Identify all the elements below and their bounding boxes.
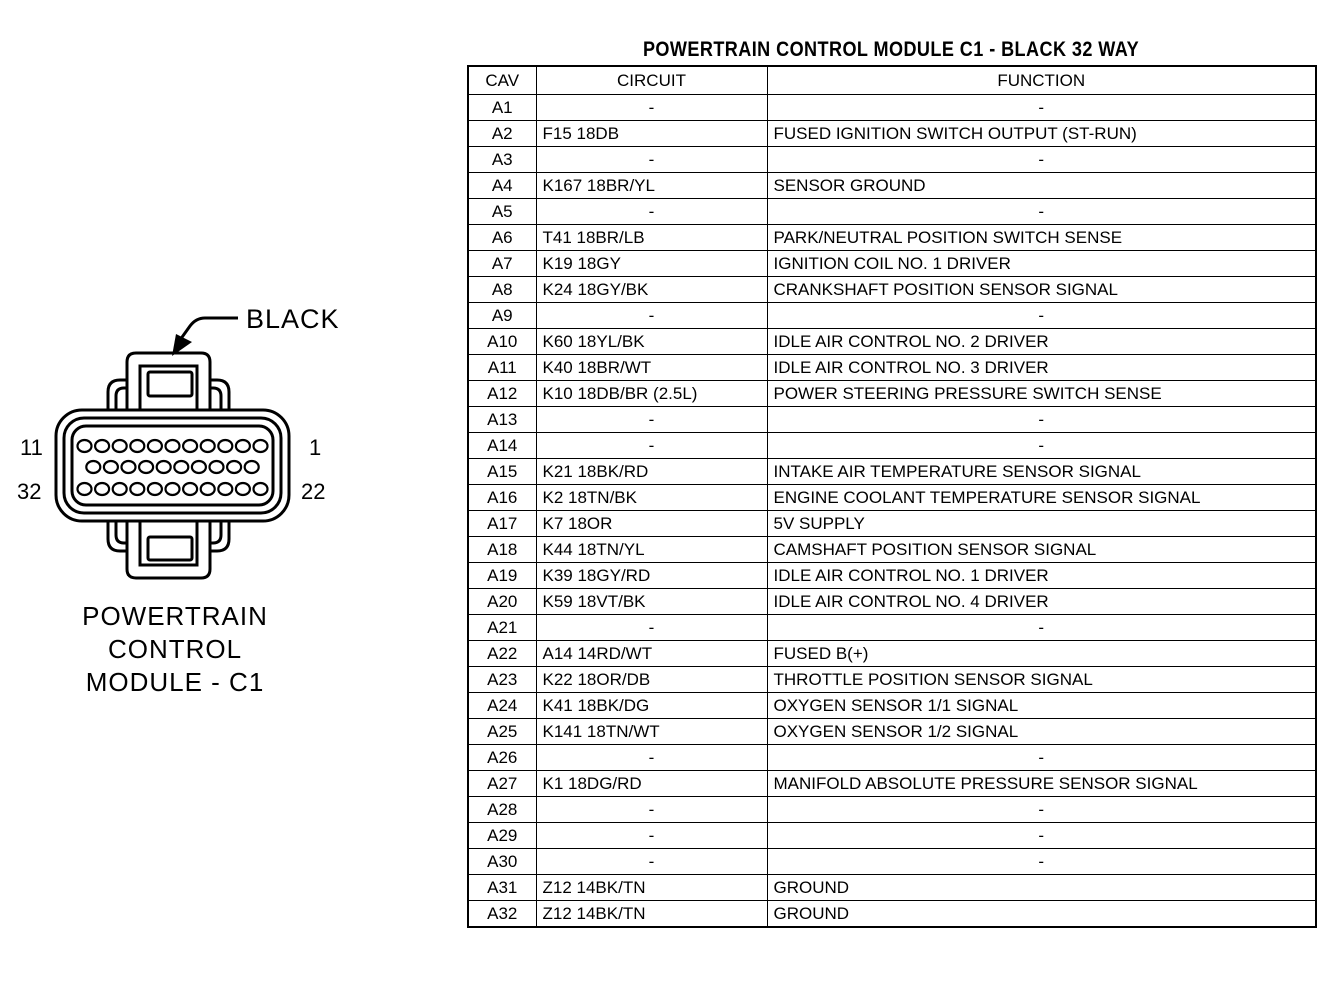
- cell-function: FUSED B(+): [767, 640, 1316, 666]
- table-row: [468, 250, 1316, 276]
- caption-line-3: MODULE - C1: [85, 667, 265, 697]
- cell-function: FUSED IGNITION SWITCH OUTPUT (ST-RUN): [767, 120, 1316, 146]
- cell-function: -: [767, 94, 1316, 120]
- cell-circuit: K44 18TN/YL: [536, 536, 767, 562]
- cell-cav: A8: [468, 276, 536, 302]
- table-row: [468, 900, 1316, 927]
- cell-cav: A12: [468, 380, 536, 406]
- cell-circuit: K59 18VT/BK: [536, 588, 767, 614]
- caption-line-2: CONTROL: [107, 634, 243, 664]
- cell-function: IDLE AIR CONTROL NO. 4 DRIVER: [767, 588, 1316, 614]
- cell-function: -: [767, 848, 1316, 874]
- table-row: [468, 406, 1316, 432]
- cell-circuit: K22 18OR/DB: [536, 666, 767, 692]
- cell-circuit: K19 18GY: [536, 250, 767, 276]
- cell-cav: A13: [468, 406, 536, 432]
- top-latch: [108, 353, 229, 410]
- pin-label-bottom-right: 22: [301, 479, 326, 504]
- cell-cav: A17: [468, 510, 536, 536]
- table-row: [468, 588, 1316, 614]
- table-row: [468, 666, 1316, 692]
- table-row: [468, 172, 1316, 198]
- caption-line-1: POWERTRAIN: [82, 601, 268, 631]
- pin-label-top-right: 1: [309, 435, 322, 460]
- cell-cav: A23: [468, 666, 536, 692]
- table-row: [468, 146, 1316, 172]
- cell-cav: A10: [468, 328, 536, 354]
- cell-function: -: [767, 406, 1316, 432]
- cell-cav: A21: [468, 614, 536, 640]
- cell-cav: A26: [468, 744, 536, 770]
- table-body: [468, 94, 1316, 927]
- table-row: [468, 796, 1316, 822]
- cell-function: IDLE AIR CONTROL NO. 3 DRIVER: [767, 354, 1316, 380]
- cell-function: OXYGEN SENSOR 1/2 SIGNAL: [767, 718, 1316, 744]
- table-row: [468, 120, 1316, 146]
- header-circuit: CIRCUIT: [536, 66, 767, 94]
- cell-circuit: K24 18GY/BK: [536, 276, 767, 302]
- cell-function: SENSOR GROUND: [767, 172, 1316, 198]
- table-row: [468, 198, 1316, 224]
- cell-circuit: K39 18GY/RD: [536, 562, 767, 588]
- cell-function: GROUND: [767, 874, 1316, 900]
- cell-cav: A32: [468, 900, 536, 927]
- cell-circuit: T41 18BR/LB: [536, 224, 767, 250]
- connector-diagram: [0, 0, 470, 1008]
- cell-function: -: [767, 822, 1316, 848]
- cell-function: CAMSHAFT POSITION SENSOR SIGNAL: [767, 536, 1316, 562]
- connector-body: [56, 410, 289, 521]
- cell-function: -: [767, 614, 1316, 640]
- table-header-row: [468, 66, 1316, 94]
- cell-circuit: -: [536, 198, 767, 224]
- table-row: [468, 328, 1316, 354]
- cell-cav: A4: [468, 172, 536, 198]
- cell-function: POWER STEERING PRESSURE SWITCH SENSE: [767, 380, 1316, 406]
- cell-circuit: K40 18BR/WT: [536, 354, 767, 380]
- cell-circuit: -: [536, 302, 767, 328]
- table-row: [468, 510, 1316, 536]
- cell-circuit: K60 18YL/BK: [536, 328, 767, 354]
- cell-cav: A1: [468, 94, 536, 120]
- table-row: [468, 354, 1316, 380]
- cell-circuit: -: [536, 822, 767, 848]
- bottom-latch: [108, 521, 229, 578]
- cell-circuit: -: [536, 94, 767, 120]
- cell-circuit: A14 14RD/WT: [536, 640, 767, 666]
- header-cav: CAV: [468, 66, 536, 94]
- cell-circuit: K41 18BK/DG: [536, 692, 767, 718]
- cell-cav: A11: [468, 354, 536, 380]
- table-row: [468, 718, 1316, 744]
- cell-cav: A24: [468, 692, 536, 718]
- cell-cav: A3: [468, 146, 536, 172]
- cell-function: -: [767, 744, 1316, 770]
- cell-function: -: [767, 302, 1316, 328]
- cell-function: -: [767, 432, 1316, 458]
- table-row: [468, 874, 1316, 900]
- cell-cav: A20: [468, 588, 536, 614]
- cell-function: IGNITION COIL NO. 1 DRIVER: [767, 250, 1316, 276]
- cell-function: -: [767, 146, 1316, 172]
- header-function: FUNCTION: [767, 66, 1316, 94]
- cell-cav: A29: [468, 822, 536, 848]
- cell-function: PARK/NEUTRAL POSITION SWITCH SENSE: [767, 224, 1316, 250]
- cell-circuit: F15 18DB: [536, 120, 767, 146]
- table-row: [468, 302, 1316, 328]
- cell-circuit: -: [536, 432, 767, 458]
- cell-function: GROUND: [767, 900, 1316, 927]
- cell-cav: A31: [468, 874, 536, 900]
- cell-circuit: K10 18DB/BR (2.5L): [536, 380, 767, 406]
- table-row: [468, 224, 1316, 250]
- pin-out-table: [467, 65, 1317, 928]
- cell-cav: A30: [468, 848, 536, 874]
- cell-cav: A6: [468, 224, 536, 250]
- table-row: [468, 614, 1316, 640]
- table-title: POWERTRAIN CONTROL MODULE C1 - BLACK 32 WAY: [642, 38, 1140, 61]
- cell-cav: A7: [468, 250, 536, 276]
- cell-function: THROTTLE POSITION SENSOR SIGNAL: [767, 666, 1316, 692]
- cell-cav: A22: [468, 640, 536, 666]
- cell-circuit: K1 18DG/RD: [536, 770, 767, 796]
- cell-function: INTAKE AIR TEMPERATURE SENSOR SIGNAL: [767, 458, 1316, 484]
- table-row: [468, 744, 1316, 770]
- cell-cav: A16: [468, 484, 536, 510]
- cell-function: -: [767, 198, 1316, 224]
- cell-function: ENGINE COOLANT TEMPERATURE SENSOR SIGNAL: [767, 484, 1316, 510]
- cell-function: -: [767, 796, 1316, 822]
- connector-caption: [40, 600, 310, 699]
- table-row: [468, 276, 1316, 302]
- table-row: [468, 822, 1316, 848]
- table-row: [468, 94, 1316, 120]
- table-row: [468, 432, 1316, 458]
- table-row: [468, 380, 1316, 406]
- connector-color-label: BLACK: [246, 304, 340, 334]
- cell-circuit: Z12 14BK/TN: [536, 900, 767, 927]
- table-row: [468, 536, 1316, 562]
- color-label-leader: [180, 318, 238, 340]
- cell-function: CRANKSHAFT POSITION SENSOR SIGNAL: [767, 276, 1316, 302]
- cell-cav: A19: [468, 562, 536, 588]
- table-row: [468, 562, 1316, 588]
- cell-circuit: -: [536, 744, 767, 770]
- table-row: [468, 484, 1316, 510]
- cell-cav: A5: [468, 198, 536, 224]
- cell-circuit: K141 18TN/WT: [536, 718, 767, 744]
- table-row: [468, 640, 1316, 666]
- pin-label-top-left: 11: [20, 435, 43, 460]
- table-row: [468, 848, 1316, 874]
- pin-label-bottom-left: 32: [17, 479, 42, 504]
- cell-circuit: K167 18BR/YL: [536, 172, 767, 198]
- cell-circuit: K21 18BK/RD: [536, 458, 767, 484]
- cell-circuit: -: [536, 614, 767, 640]
- cell-circuit: -: [536, 146, 767, 172]
- table-row: [468, 458, 1316, 484]
- cell-function: IDLE AIR CONTROL NO. 2 DRIVER: [767, 328, 1316, 354]
- cell-cav: A2: [468, 120, 536, 146]
- cell-circuit: -: [536, 848, 767, 874]
- cell-cav: A25: [468, 718, 536, 744]
- cell-circuit: K2 18TN/BK: [536, 484, 767, 510]
- cell-function: 5V SUPPLY: [767, 510, 1316, 536]
- cell-function: OXYGEN SENSOR 1/1 SIGNAL: [767, 692, 1316, 718]
- cell-circuit: -: [536, 796, 767, 822]
- connector-drawing: [0, 0, 470, 1008]
- cell-cav: A15: [468, 458, 536, 484]
- cell-cav: A27: [468, 770, 536, 796]
- cell-cav: A14: [468, 432, 536, 458]
- table-row: [468, 770, 1316, 796]
- cell-circuit: -: [536, 406, 767, 432]
- cell-cav: A28: [468, 796, 536, 822]
- table-row: [468, 692, 1316, 718]
- cell-circuit: Z12 14BK/TN: [536, 874, 767, 900]
- cell-circuit: K7 18OR: [536, 510, 767, 536]
- cell-function: IDLE AIR CONTROL NO. 1 DRIVER: [767, 562, 1316, 588]
- cell-cav: A18: [468, 536, 536, 562]
- cell-function: MANIFOLD ABSOLUTE PRESSURE SENSOR SIGNAL: [767, 770, 1316, 796]
- cell-cav: A9: [468, 302, 536, 328]
